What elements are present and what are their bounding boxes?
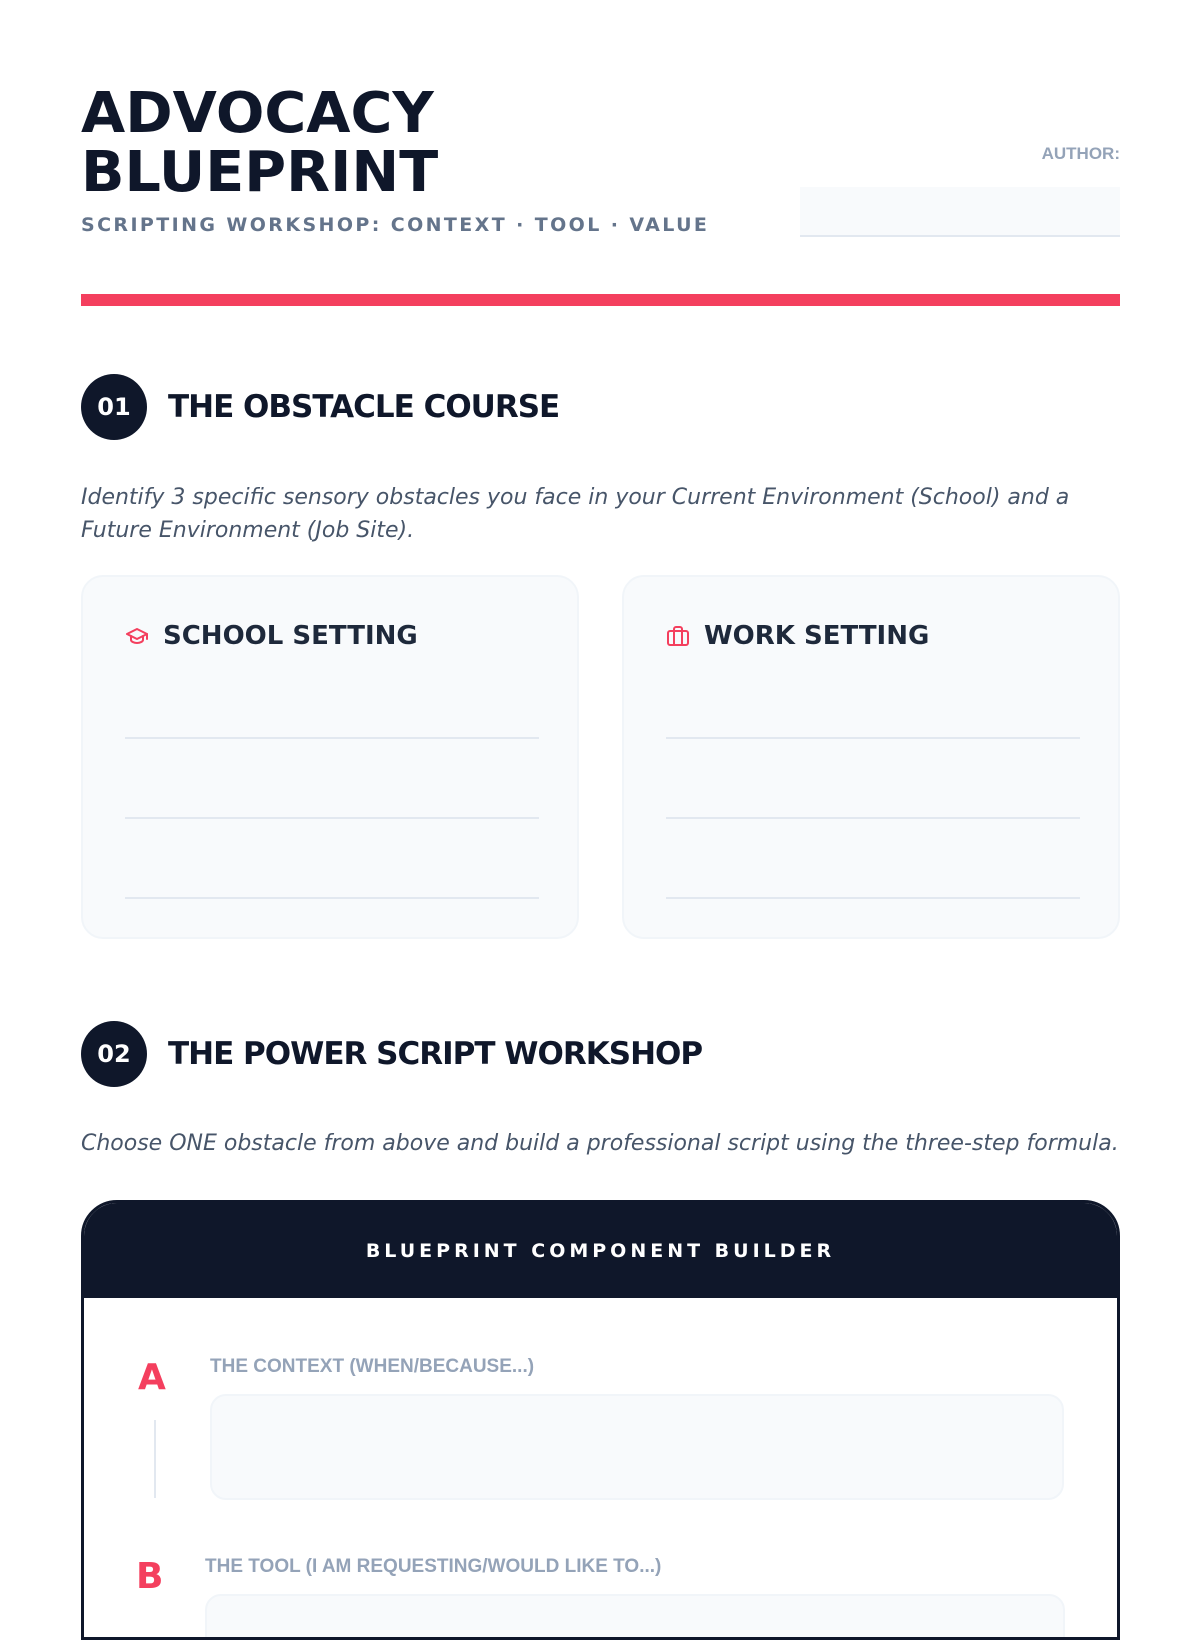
section-1-number-badge: 01 bbox=[81, 374, 147, 440]
school-entry-line-3[interactable] bbox=[125, 897, 539, 899]
section-2-number-badge: 02 bbox=[81, 1021, 147, 1087]
graduation-cap-icon bbox=[125, 624, 149, 648]
school-entry-line-1[interactable] bbox=[125, 737, 539, 739]
worksheet-header bbox=[81, 0, 1120, 300]
worksheet-page bbox=[81, 0, 1120, 1597]
builder-heading: BLUEPRINT COMPONENT BUILDER bbox=[84, 1203, 1117, 1298]
section-1-heading bbox=[81, 374, 559, 440]
school-setting-title: SCHOOL SETTING bbox=[163, 621, 418, 651]
section-2-heading bbox=[81, 1021, 702, 1087]
section-2-title: THE POWER SCRIPT WORKSHOP bbox=[168, 1036, 703, 1072]
work-setting-card bbox=[622, 575, 1120, 939]
title-line-2: BLUEPRINT bbox=[81, 140, 439, 205]
school-setting-card bbox=[81, 575, 579, 939]
step-a-letter: A bbox=[138, 1357, 166, 1398]
page-title bbox=[81, 81, 439, 205]
school-entry-line-2[interactable] bbox=[125, 817, 539, 819]
context-input[interactable] bbox=[210, 1394, 1064, 1500]
briefcase-icon bbox=[666, 624, 690, 648]
work-setting-title: WORK SETTING bbox=[704, 621, 930, 651]
step-connector bbox=[154, 1420, 156, 1498]
author-field[interactable] bbox=[800, 187, 1120, 237]
section-1-instruction: Identify 3 specific sensory obstacles you face in your Current Environment (School) and a Future Environment (Job Site). bbox=[81, 485, 1070, 543]
header-divider bbox=[81, 294, 1120, 306]
author-label: AUTHOR: bbox=[1041, 144, 1120, 163]
page-subtitle: SCRIPTING WORKSHOP: CONTEXT · TOOL · VALUE bbox=[81, 214, 710, 236]
work-entry-line-1[interactable] bbox=[666, 737, 1080, 739]
step-b-label: THE TOOL (I AM REQUESTING/WOULD LIKE TO...) bbox=[205, 1556, 662, 1577]
work-setting-header bbox=[666, 621, 929, 651]
school-setting-header bbox=[125, 621, 418, 651]
work-entry-line-3[interactable] bbox=[666, 897, 1080, 899]
step-b-letter: B bbox=[136, 1556, 164, 1597]
title-line-1: ADVOCACY bbox=[81, 81, 434, 146]
section-1-title: THE OBSTACLE COURSE bbox=[168, 389, 560, 425]
work-entry-line-2[interactable] bbox=[666, 817, 1080, 819]
step-a-label: THE CONTEXT (WHEN/BECAUSE...) bbox=[210, 1356, 535, 1377]
tool-input[interactable] bbox=[205, 1594, 1065, 1640]
section-2-instruction: Choose ONE obstacle from above and build a professional script using the three-step formula. bbox=[81, 1131, 1119, 1156]
blueprint-component-builder bbox=[81, 1200, 1120, 1640]
